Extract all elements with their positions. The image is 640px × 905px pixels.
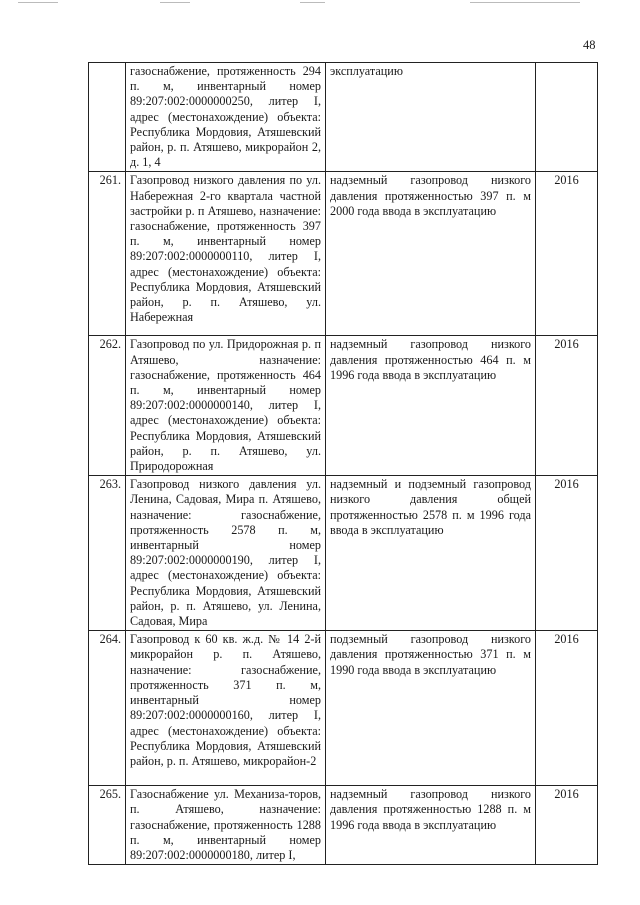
row-number: 262. <box>89 336 126 476</box>
object-description: газоснабжение, протяженность 294 п. м, инвентарный номер 89:207:002:0000000250, литер I, адрес (местонахождение) объекта: Республика Мордовия, Атяшевский район, р. п. Атяшево, микрорайон 2, д. 1, 4 <box>126 63 326 172</box>
object-characteristics: эксплуатацию <box>326 63 536 172</box>
year <box>536 63 598 172</box>
object-characteristics: надземный газопровод низкого давления протяженностью 464 п. м 1996 года ввода в эксплуатацию <box>326 336 536 476</box>
object-characteristics: надземный газопровод низкого давления протяженностью 1288 п. м 1996 года ввода в эксплуатацию <box>326 786 536 865</box>
table-row <box>89 631 598 786</box>
year: 2016 <box>536 476 598 631</box>
year: 2016 <box>536 172 598 336</box>
object-characteristics: подземный газопровод низкого давления протяженностью 371 п. м 1990 года ввода в эксплуатацию <box>326 631 536 786</box>
page-number: 48 <box>583 38 596 52</box>
object-characteristics: надземный и подземный газопровод низкого давления общей протяженностью 2578 п. м 1996 года ввода в эксплуатацию <box>326 476 536 631</box>
row-number: 265. <box>89 786 126 865</box>
year: 2016 <box>536 336 598 476</box>
table-row <box>89 786 598 865</box>
row-number <box>89 63 126 172</box>
object-characteristics: надземный газопровод низкого давления протяженностью 397 п. м 2000 года ввода в эксплуатацию <box>326 172 536 336</box>
year: 2016 <box>536 631 598 786</box>
scan-artifact <box>0 0 640 6</box>
object-description: Газопровод низкого давления по ул. Набережная 2-го квартала частной застройки р. п Атяшево, назначение: газоснабжение, протяженность 397 п. м, инвентарный номер 89:207:002:0000000110, литер I, адрес (местонахождение) объекта: Республика Мордовия, Атяшевский район, р. п. Атяшево, ул. Набережная <box>126 172 326 336</box>
object-description: Газопровод к 60 кв. ж.д. № 14 2-й микрорайон р. п. Атяшево, назначение: газоснабжение, протяженность 371 п. м, инвентарный номер 89:207:002:0000000160, литер I, адрес (местонахождение) объекта: Республика Мордовия, Атяшевский район, р. п. Атяшево, микрорайон-2 <box>126 631 326 786</box>
table-row <box>89 63 598 172</box>
property-registry-table <box>88 62 598 865</box>
table-row <box>89 476 598 631</box>
row-number: 264. <box>89 631 126 786</box>
row-number: 263. <box>89 476 126 631</box>
table-row <box>89 172 598 336</box>
year: 2016 <box>536 786 598 865</box>
object-description: Газоснабжение ул. Механиза-торов, п. Атяшево, назначение: газоснабжение, протяженность 1288 п. м, инвентарный номер 89:207:002:0000000180, литер I, <box>126 786 326 865</box>
row-number: 261. <box>89 172 126 336</box>
table-row <box>89 336 598 476</box>
object-description: Газопровод низкого давления ул. Ленина, Садовая, Мира п. Атяшево, назначение: газоснабжение, протяженность 2578 п. м, инвентарный номер 89:207:002:0000000190, литер I, адрес (местонахождение) объекта: Республика Мордовия, Атяшевский район, р. п. Атяшево, ул. Ленина, Садовая, Мира <box>126 476 326 631</box>
object-description: Газопровод по ул. Придорожная р. п Атяшево, назначение: газоснабжение, протяженность 464 п. м, инвентарный номер 89:207:002:0000000140, литер I, адрес (местонахождение) объекта: Республика Мордовия, Атяшевский район, р. п. Атяшево, ул. Природорожная <box>126 336 326 476</box>
